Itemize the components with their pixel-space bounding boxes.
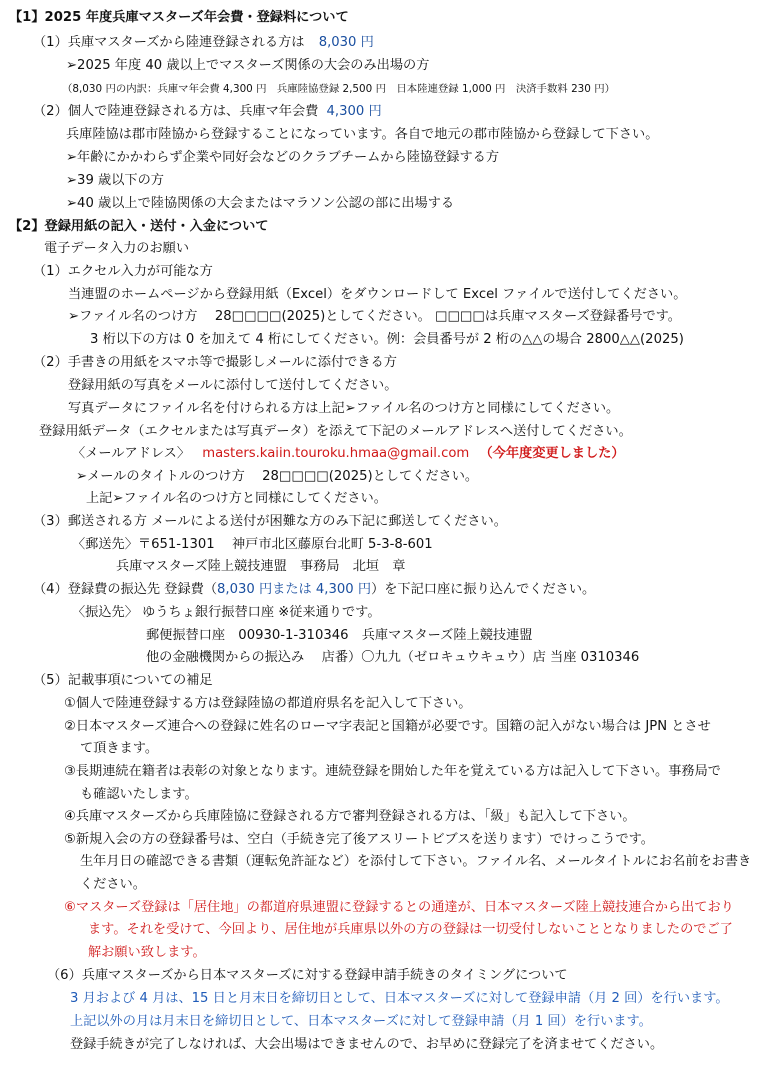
s2-intro: 電子データ入力のお願い <box>44 241 190 256</box>
s2-p5-title: （5）記載事項についての補足 <box>33 673 213 688</box>
s1-item1-fee: 8,030 円 <box>318 35 374 50</box>
section1-heading: 【1】2025 年度兵庫マスターズ年会費・登録料について <box>9 10 349 25</box>
s2-note4: ④兵庫マスターズから兵庫陸協に登録される方で審判登録される方は、「級」も記入して下さい。 <box>64 809 636 824</box>
section2-heading: 【2】登録用紙の記入・送付・入金について <box>9 219 269 234</box>
s2-p3-title: （3）郵送される方 メールによる送付が困難な方のみ下記に郵送してください。 <box>33 514 507 529</box>
s1-item1-breakdown: （8,030 円の内訳：兵庫マ年会費 4,300 円 兵庫陸協登録 2,500 円 日本陸連登録 1,000 円 決済手数料 230 円） <box>62 83 615 95</box>
s2-p3-address: 〈郵送先〉〒651-1301 神戸市北区藤原台北町 5-3-8-601 <box>72 537 433 552</box>
s2-note2-line1: ②日本マスターズ連合への登録に姓名のローマ字表記と国籍が必要です。国籍の記入がない場合は JPN とさせ <box>64 719 711 734</box>
s2-p4-title-fee: 8,030 円または 4,300 円 <box>217 582 372 597</box>
s2-p2-title: （2）手書きの用紙をスマホ等で撮影しメールに添付できる方 <box>33 355 397 370</box>
s2-p4-title <box>33 581 595 599</box>
s2-note6-line2: ます。それを受けて、今回より、居住地が兵庫県以外の方の登録は一切受付しないこととなりましたのでご了 <box>88 922 733 937</box>
s2-mail-instruction: 登録用紙データ（エクセルまたは写真データ）を添えて下記のメールアドレスへ送付してください。 <box>39 424 632 439</box>
s2-p4-destination: 〈振込先〉 ゆうちょ銀行振替口座 ※従来通りです。 <box>72 605 381 620</box>
s2-note3-line1: ③長期連続在籍者は表彰の対象となります。連続登録を開始した年を覚えている方は記入して下さい。事務局で <box>64 764 721 779</box>
s2-p2-line1: 登録用紙の写真をメールに添付して送付してください。 <box>68 378 398 393</box>
s2-note3-line2: も確認いたします。 <box>80 787 198 802</box>
s2-note2-line2: て頂きます。 <box>80 741 159 756</box>
s2-mail-title-rule: ➢メールのタイトルのつけ方 28□□□□(2025)としてください。 <box>76 469 479 484</box>
s2-p4-title-b: ）を下記口座に振り込んでください。 <box>371 582 596 597</box>
s2-p1-line3: 3 桁以下の方は 0 を加えて 4 桁にしてください。例：会員番号が 2 桁の△△の場合 2800△△(2025) <box>90 332 684 347</box>
s2-mail-changed-note: （今年度変更しました） <box>479 446 625 461</box>
s1-item2 <box>33 103 382 121</box>
s2-p6-line2: 上記以外の月は月末日を締切日として、日本マスターズに対して登録申請（月 1 回）を行います。 <box>70 1014 652 1029</box>
s2-mail-label: 〈メールアドレス〉 <box>72 446 191 461</box>
s2-mail-row <box>72 445 625 463</box>
s2-note6-line1: ⑥マスターズ登録は「居住地」の都道府県連盟に登録するとの通達が、日本マスターズ陸上競技連合から出ており <box>64 900 734 915</box>
s1-item1-condition: ➢2025 年度 40 歳以上でマスターズ関係の大会のみ出場の方 <box>66 58 430 73</box>
s1-item1 <box>33 34 374 52</box>
s2-p6-title: （6）兵庫マスターズから日本マスターズに対する登録申請手続きのタイミングについて <box>47 968 568 983</box>
s2-p3-organization: 兵庫マスターズ陸上競技連盟 事務局 北垣 章 <box>116 559 406 574</box>
s2-note5-line2: 生年月日の確認できる書類（運転免許証など）を添付して下さい。ファイル名、メールタイトルにお名前をお書き <box>80 854 752 869</box>
s2-p1-title: （1）エクセル入力が可能な方 <box>33 264 213 279</box>
s2-p4-account1: 郵便振替口座 00930-1-310346 兵庫マスターズ陸上競技連盟 <box>146 628 533 643</box>
s2-p4-account2: 他の金融機関からの振込み 店番）〇九九（ゼロキュウキュウ）店 当座 0310346 <box>146 650 640 665</box>
s2-note1: ①個人で陸連登録する方は登録陸協の都道府県名を記入して下さい。 <box>64 696 472 711</box>
s1-item2-bullet3: ➢40 歳以上で陸協関係の大会またはマラソン公認の部に出場する <box>66 196 455 211</box>
s1-item2-fee: 4,300 円 <box>326 104 382 119</box>
s2-p6-line3: 登録手続きが完了しなければ、大会出場はできませんので、お早めに登録完了を済ませてください。 <box>70 1037 664 1052</box>
s2-note5-line1: ⑤新規入会の方の登録番号は、空白（手続き完了後アスリートビブスを送ります）でけっこうです。 <box>64 832 654 847</box>
s2-p2-line2: 写真データにファイル名を付けられる方は上記➢ファイル名のつけ方と同様にしてください。 <box>68 401 620 416</box>
s2-mail-address[interactable]: masters.kaiin.touroku.hmaa@gmail.com <box>202 446 470 461</box>
s2-note6-line3: 解お願い致します。 <box>88 945 206 960</box>
s1-item2-bullet1: ➢年齢にかかわらず企業や同好会などのクラブチームから陸協登録する方 <box>66 150 500 165</box>
s1-item2-note: 兵庫陸協は郡市陸協から登録することになっています。各自で地元の郡市陸協から登録して下さい。 <box>66 127 659 142</box>
s2-note5-line3: ください。 <box>80 877 146 892</box>
s1-item2-text: （2）個人で陸連登録される方は、兵庫マ年会費 <box>33 104 319 119</box>
s2-p6-line1: 3 月および 4 月は、15 日と月末日を締切日として、日本マスターズに対して登録申請（月 2 回）を行います。 <box>70 991 729 1006</box>
s1-item1-text: （1）兵庫マスターズから陸連登録される方は <box>33 35 305 50</box>
s2-p1-line2: ➢ファイル名のつけ方 28□□□□(2025)としてください。 □□□□は兵庫マスターズ登録番号です。 <box>68 309 681 324</box>
s2-p1-line1: 当連盟のホームページから登録用紙（Excel）をダウンロードして Excel ファイルで送付してください。 <box>68 287 687 302</box>
s2-mail-same: 上記➢ファイル名のつけ方と同様にしてください。 <box>86 491 387 506</box>
s1-item2-bullet2: ➢39 歳以下の方 <box>66 173 164 188</box>
s2-p4-title-a: （4）登録費の振込先 登録費（ <box>33 582 218 597</box>
